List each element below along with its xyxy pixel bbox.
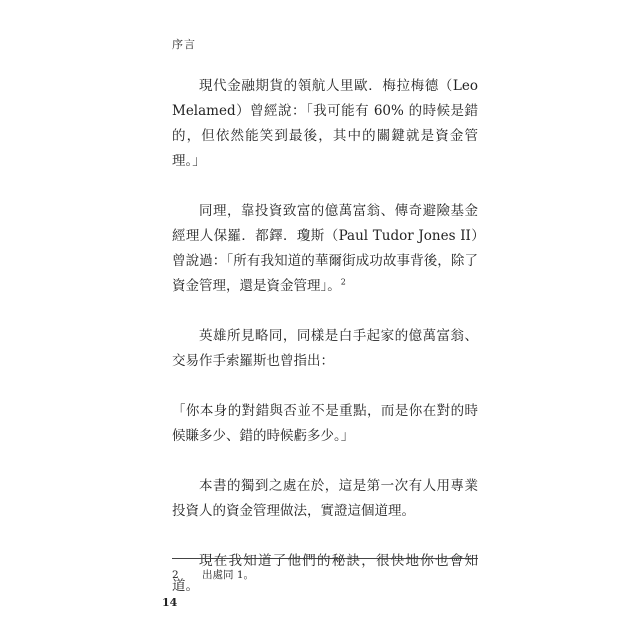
paragraph-jones-quote bbox=[172, 199, 478, 299]
paragraph-text: 現代金融期貨的領航人里歐．梅拉梅德（Leo Melamed）曾經說：「我可能有 60% 的時候是錯的，但依然能笑到最後，其中的關鍵就是資金管理。」 bbox=[172, 78, 478, 169]
footnote-text: 出處同 1。 bbox=[202, 569, 255, 581]
paragraph-soros-intro bbox=[172, 324, 478, 374]
paragraph-text: 本書的獨到之處在於，這是第一次有人用專業投資人的資金管理做法，實證這個道理。 bbox=[172, 478, 478, 519]
footnote-reference[interactable]: 2 bbox=[340, 277, 346, 287]
paragraph-melamed-quote bbox=[172, 74, 478, 174]
footnote-number: 2 bbox=[172, 569, 179, 581]
footnote-divider bbox=[172, 558, 478, 559]
paragraph-soros-quote bbox=[172, 399, 478, 449]
running-header: 序言 bbox=[172, 38, 196, 51]
paragraph-text: 英雄所見略同，同樣是白手起家的億萬富翁、交易作手索羅斯也曾指出： bbox=[172, 328, 478, 369]
page-number: 14 bbox=[162, 596, 178, 609]
paragraph-text: 同理，靠投資致富的億萬富翁、傳奇避險基金經理人保羅．都鐸．瓊斯（Paul Tudor Jones II）曾說過：「所有我知道的華爾街成功故事背後，除了資金管理，還是資金管理」。 bbox=[172, 203, 478, 294]
paragraph-text: 「你本身的對錯與否並不是重點，而是你在對的時候賺多少、錯的時候虧多少。」 bbox=[172, 403, 478, 444]
body-text bbox=[172, 74, 478, 624]
footnote bbox=[172, 567, 254, 582]
paragraph-text: 現在我知道了他們的秘訣，很快地你也會知道。 bbox=[172, 553, 478, 594]
paragraph-book-uniqueness bbox=[172, 474, 478, 524]
